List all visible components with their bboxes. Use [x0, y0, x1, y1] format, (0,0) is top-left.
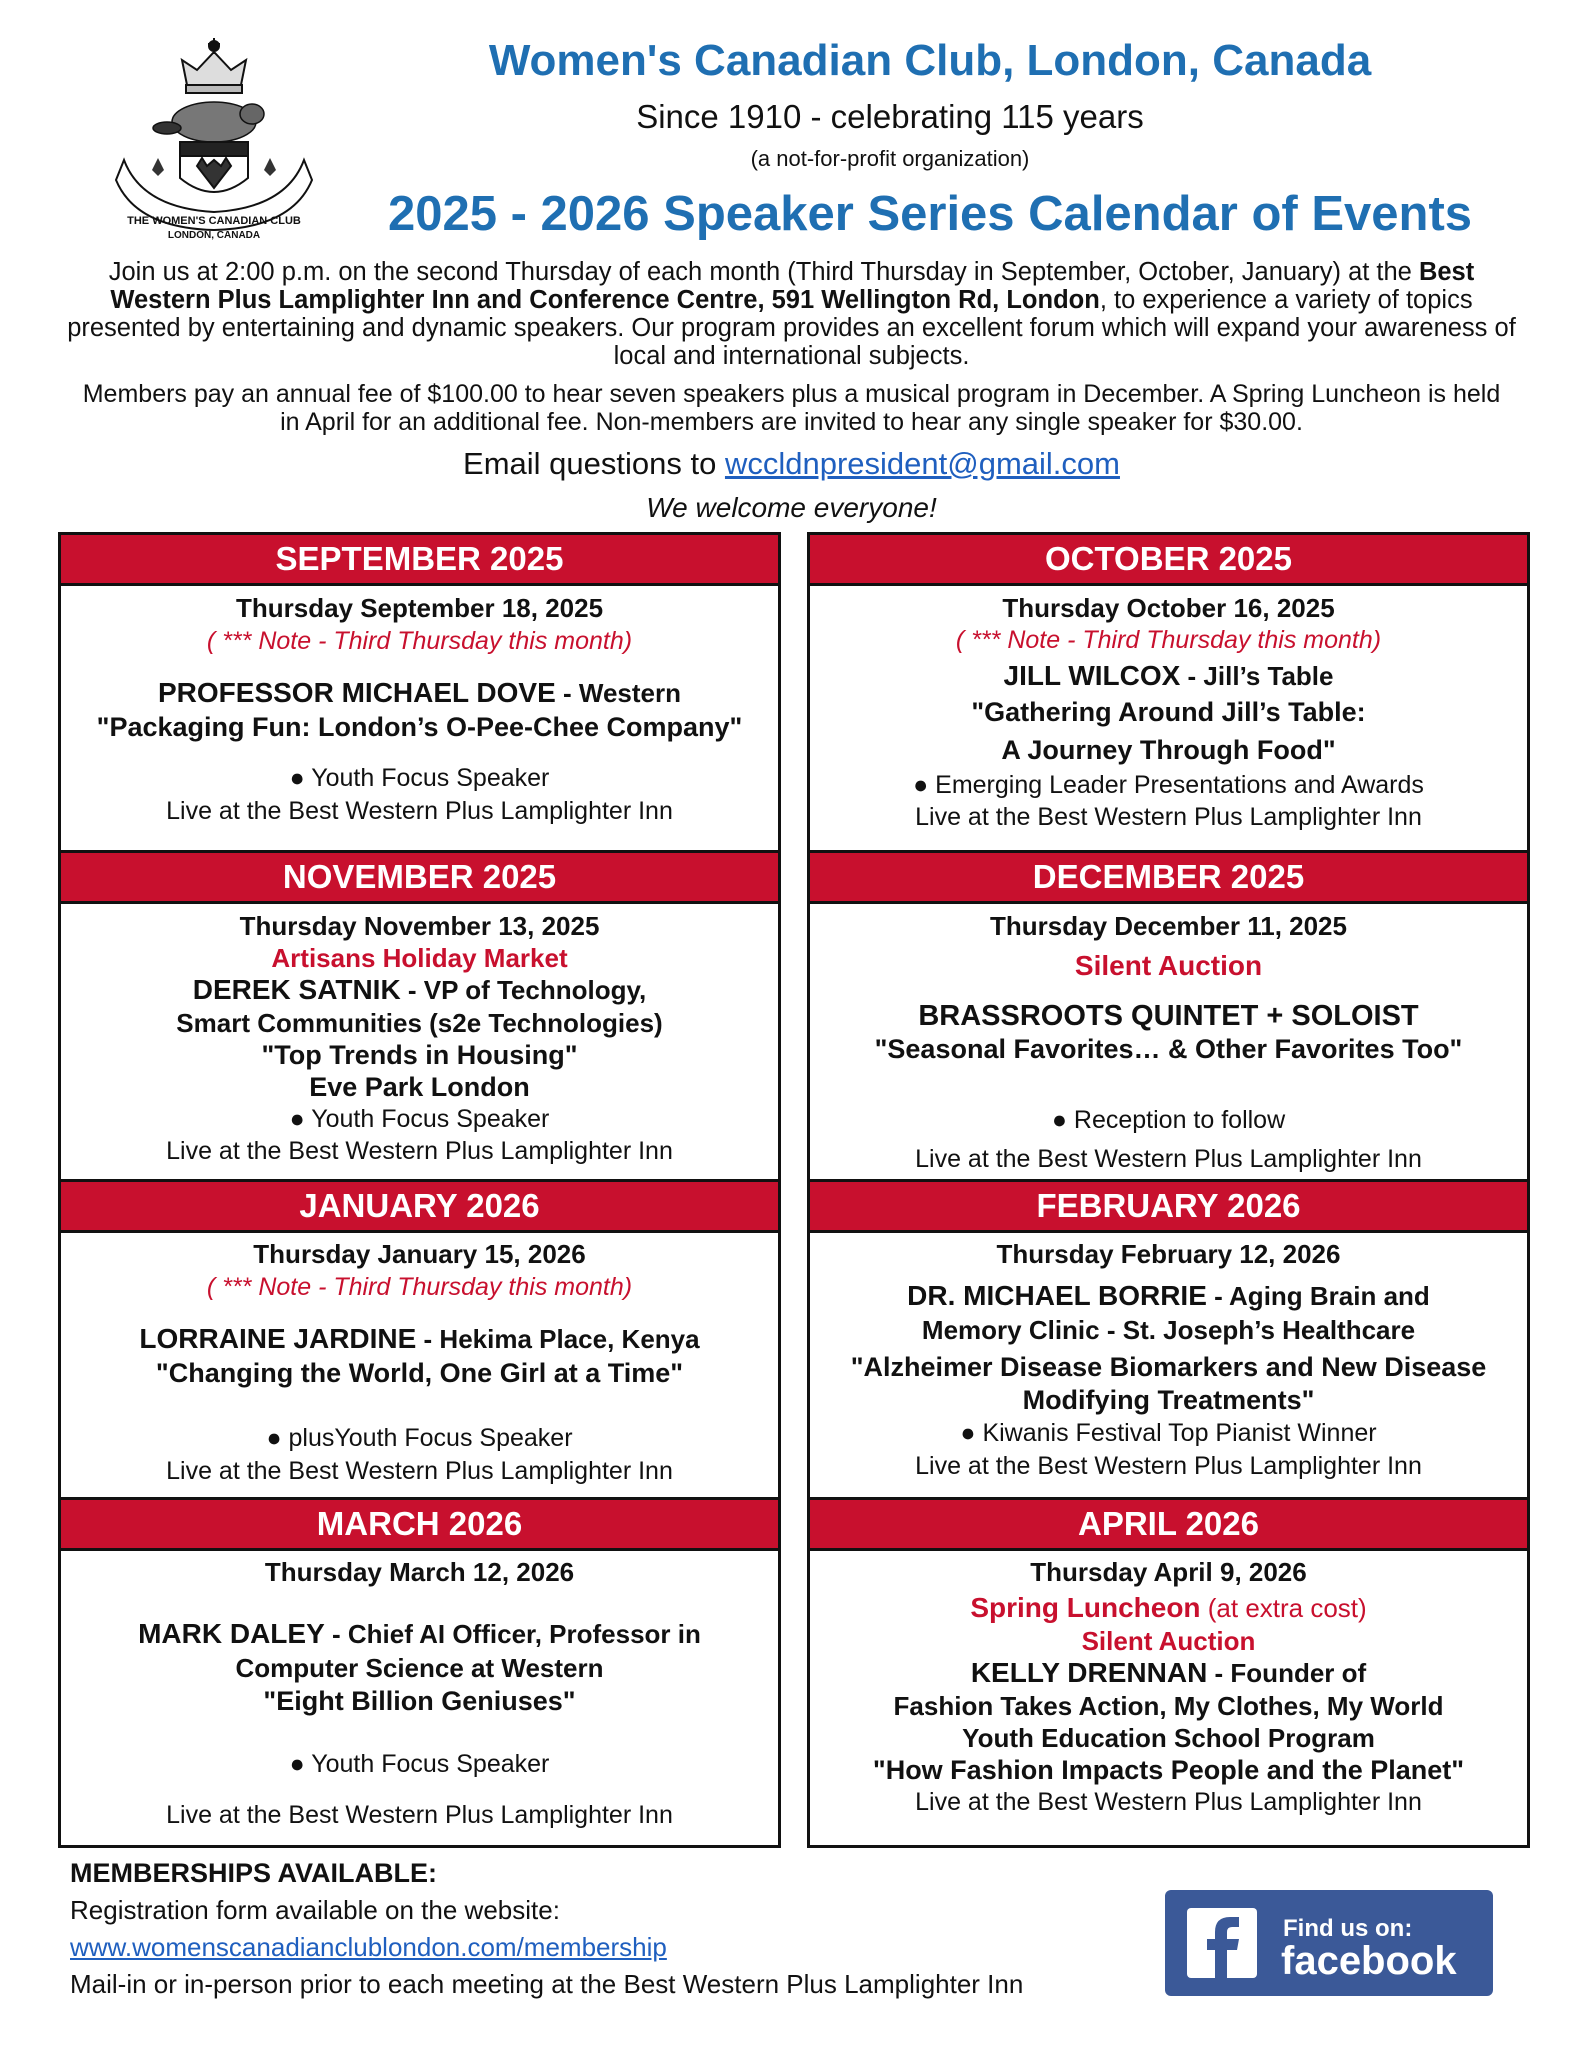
event-extra: ● Emerging Leader Presentations and Awards	[913, 771, 1424, 799]
divider	[58, 1230, 781, 1233]
fb-line2: facebook	[1281, 1939, 1457, 1983]
event-venue: Live at the Best Western Plus Lamplighter Inn	[166, 797, 673, 825]
event-date: Thursday February 12, 2026	[996, 1239, 1341, 1269]
nonprofit-note: (a not-for-profit organization)	[750, 146, 1030, 171]
crown-icon	[182, 38, 246, 93]
event-date: Thursday October 16, 2025	[1002, 593, 1335, 623]
talk-title-line2: A Journey Through Food"	[1001, 735, 1336, 765]
event-extra: ● plusYouth Focus Speaker	[266, 1424, 573, 1452]
event-september	[61, 592, 778, 828]
event-extra: ● Youth Focus Speaker	[289, 1105, 550, 1133]
divider	[58, 583, 781, 586]
club-crest-logo	[112, 30, 317, 240]
event-venue: Live at the Best Western Plus Lamplighter Inn	[166, 1801, 673, 1829]
speaker-name: DR. MICHAEL BORRIE	[907, 1280, 1207, 1311]
registration-text: Registration form available on the website:	[70, 1895, 560, 1925]
event-note: ( *** Note - Third Thursday this month)	[206, 1273, 633, 1301]
talk-title: "Top Trends in Housing"	[261, 1040, 578, 1070]
event-date: Thursday September 18, 2025	[235, 593, 604, 623]
event-february	[810, 1238, 1527, 1483]
event-november	[61, 910, 778, 1167]
speaker-affiliation: - Aging Brain and	[1206, 1281, 1430, 1311]
divider	[58, 901, 781, 904]
series-title: 2025 - 2026 Speaker Series Calendar of Events	[387, 187, 1473, 241]
event-extra: ● Kiwanis Festival Top Pianist Winner	[960, 1419, 1377, 1447]
speaker-name: MARK DALEY	[138, 1618, 325, 1649]
divider	[58, 1548, 781, 1551]
since-subtitle: Since 1910 - celebrating 115 years	[636, 98, 1144, 135]
intro-text-b: , to experience a variety of topics presented by entertaining and dynamic speakers. Our program provides an excellent forum which will expand your awareness of local and international subjects.	[67, 286, 1516, 370]
talk-title: "Changing the World, One Girl at a Time"	[155, 1358, 684, 1388]
event-december	[810, 910, 1527, 1176]
fb-line1: Find us on:	[1283, 1915, 1413, 1942]
event-highlight: Silent Auction	[1074, 950, 1263, 981]
event-highlight: Artisans Holiday Market	[271, 943, 568, 973]
event-note: ( *** Note - Third Thursday this month)	[206, 627, 633, 655]
event-january	[61, 1238, 778, 1488]
speaker-name: LORRAINE JARDINE	[139, 1323, 417, 1354]
speaker-affiliation-line3: Youth Education School Program	[962, 1723, 1375, 1753]
speaker-affiliation: - VP of Technology,	[400, 975, 647, 1005]
crest-location-text: LONDON, CANADA	[167, 230, 261, 240]
event-date: Thursday March 12, 2026	[264, 1557, 575, 1587]
speaker-affiliation: - Jill’s Table	[1180, 661, 1334, 691]
month-header-september: SEPTEMBER 2025	[61, 535, 778, 583]
month-header-november: NOVEMBER 2025	[61, 853, 778, 901]
event-date: Thursday January 15, 2026	[253, 1239, 586, 1269]
shield-icon	[180, 142, 248, 192]
month-header-march: MARCH 2026	[61, 1500, 778, 1548]
talk-title: "Seasonal Favorites… & Other Favorites Too"	[874, 1034, 1463, 1064]
divider	[807, 583, 1530, 586]
speaker-affiliation-line2: Computer Science at Western	[235, 1653, 604, 1683]
talk-title: "Eight Billion Geniuses"	[263, 1686, 576, 1716]
event-october	[810, 592, 1527, 833]
event-highlight-extra: (at extra cost)	[1200, 1593, 1367, 1623]
venue-address: Best Western Plus Lamplighter Inn and Conference Centre, 591 Wellington Rd, London	[110, 258, 1475, 314]
email-link[interactable]: wccldnpresident@gmail.com	[724, 446, 1120, 481]
event-venue: Live at the Best Western Plus Lamplighter Inn	[166, 1137, 673, 1165]
speaker-affiliation: - Hekima Place, Kenya	[416, 1324, 700, 1354]
talk-title: "Alzheimer Disease Biomarkers and New Disease	[850, 1352, 1487, 1382]
facebook-badge-graphic	[1165, 1890, 1493, 1996]
speaker-affiliation-line2: Fashion Takes Action, My Clothes, My World	[893, 1691, 1444, 1721]
speaker-name: DEREK SATNIK	[192, 974, 401, 1005]
facebook-badge[interactable]	[1165, 1890, 1493, 1996]
talk-title: "Packaging Fun: London’s O-Pee-Chee Company"	[96, 712, 743, 742]
event-highlight-2: Silent Auction	[1081, 1626, 1256, 1656]
event-venue: Live at the Best Western Plus Lamplighter Inn	[915, 1788, 1422, 1816]
event-date: Thursday November 13, 2025	[239, 911, 600, 941]
event-venue: Live at the Best Western Plus Lamplighter Inn	[915, 1452, 1422, 1480]
month-header-october: OCTOBER 2025	[810, 535, 1527, 583]
event-venue: Live at the Best Western Plus Lamplighter Inn	[166, 1457, 673, 1485]
talk-title: "Gathering Around Jill’s Table:	[971, 697, 1366, 727]
event-date: Thursday April 9, 2026	[1030, 1557, 1307, 1587]
speaker-affiliation: - Founder of	[1207, 1658, 1367, 1688]
event-venue: Live at the Best Western Plus Lamplighter Inn	[915, 1145, 1422, 1173]
mailin-text: Mail-in or in-person prior to each meeting at the Best Western Plus Lamplighter Inn	[70, 1969, 1024, 1999]
speaker-name: KELLY DRENNAN	[970, 1657, 1208, 1688]
welcome-text: We welcome everyone!	[646, 492, 937, 523]
month-header-february: FEBRUARY 2026	[810, 1182, 1527, 1230]
month-header-january: JANUARY 2026	[61, 1182, 778, 1230]
speaker-name: PROFESSOR MICHAEL DOVE	[158, 677, 556, 708]
membership-paragraph: Members pay an annual fee of $100.00 to hear seven speakers plus a musical program in December. A Spring Luncheon is held in April for an additional fee. Non-members are invited to hear any single speaker for $30.00.	[82, 380, 1501, 436]
event-extra: ● Youth Focus Speaker	[289, 1750, 550, 1778]
event-march	[61, 1556, 778, 1832]
event-extra: ● Reception to follow	[1051, 1106, 1286, 1134]
intro-text-a: Join us at 2:00 p.m. on the second Thursday of each month (Third Thursday in September, October, January) at the	[108, 258, 1419, 286]
membership-link[interactable]: www.womenscanadianclublondon.com/membership	[70, 1932, 667, 1962]
event-date: Thursday December 11, 2025	[990, 911, 1347, 941]
talk-title-line2: Modifying Treatments"	[1022, 1385, 1315, 1415]
event-extra: ● Youth Focus Speaker	[289, 764, 550, 792]
speaker-name: BRASSROOTS QUINTET + SOLOIST	[918, 1000, 1419, 1032]
divider	[807, 1548, 1530, 1551]
email-line	[80, 446, 1503, 482]
speaker-name: JILL WILCOX	[1003, 660, 1181, 691]
event-highlight: Spring Luncheon	[970, 1592, 1201, 1623]
organization-title: Women's Canadian Club, London, Canada	[488, 36, 1372, 85]
month-header-december: DECEMBER 2025	[810, 853, 1527, 901]
memberships-heading: MEMBERSHIPS AVAILABLE:	[70, 1858, 438, 1888]
crest-ribbon-text: THE WOMEN'S CANADIAN CLUB	[127, 215, 301, 227]
divider	[807, 901, 1530, 904]
intro-paragraph	[60, 258, 1523, 370]
event-note: ( *** Note - Third Thursday this month)	[955, 626, 1382, 654]
talk-title-line2: Eve Park London	[309, 1072, 530, 1102]
talk-title: "How Fashion Impacts People and the Planet"	[872, 1755, 1465, 1785]
speaker-affiliation-line2: Smart Communities (s2e Technologies)	[176, 1008, 663, 1038]
event-venue: Live at the Best Western Plus Lamplighter Inn	[915, 803, 1422, 831]
month-header-april: APRIL 2026	[810, 1500, 1527, 1548]
speaker-affiliation-line2: Memory Clinic - St. Joseph’s Healthcare	[921, 1315, 1416, 1345]
beaver-icon	[153, 102, 264, 142]
speaker-affiliation: - Chief AI Officer, Professor in	[324, 1619, 701, 1649]
speaker-affiliation: - Western	[555, 678, 681, 708]
email-prefix: Email questions to	[463, 446, 725, 481]
divider	[807, 1230, 1530, 1233]
event-april	[810, 1556, 1527, 1818]
